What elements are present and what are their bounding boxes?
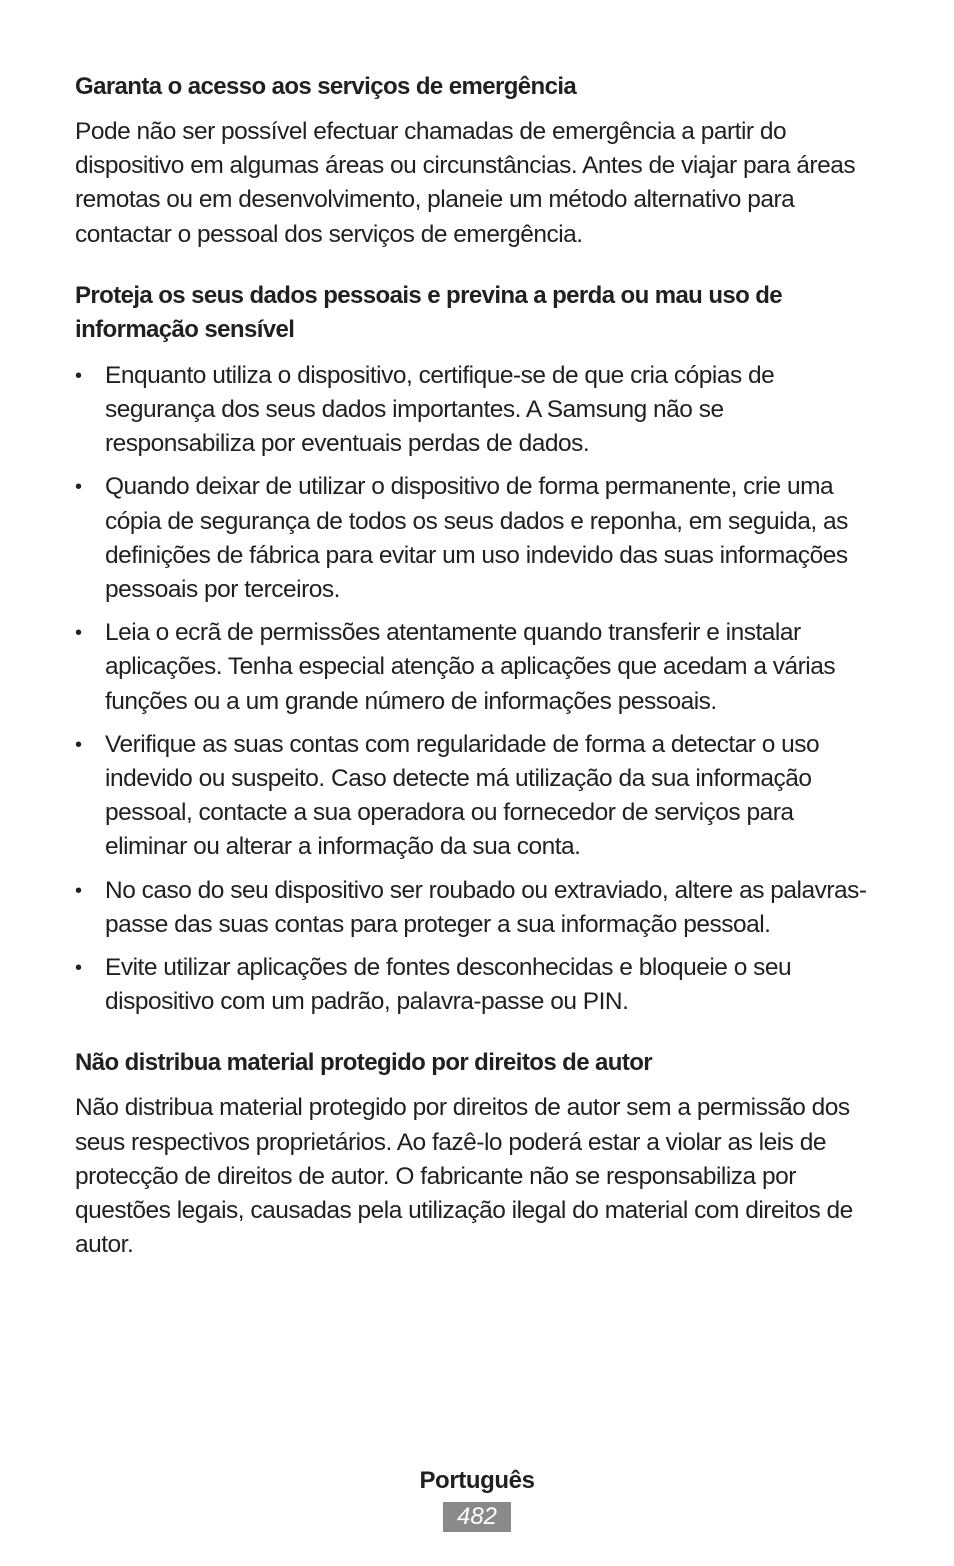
section-personal-data (75, 279, 875, 1020)
list-item-text: Enquanto utiliza o dispositivo, certifique-se de que cria cópias de segurança dos seus dados importantes. A Samsung não se responsabiliza por eventuais perdas de dados. (105, 361, 775, 458)
list-item-text: Evite utilizar aplicações de fontes desconhecidas e bloqueie o seu dispositivo com um padrão, palavra-passe ou PIN. (105, 954, 792, 1016)
section-body: Pode não ser possível efectuar chamadas de emergência a partir do dispositivo em algumas áreas ou circunstâncias. Antes de viajar para áreas remotas ou em desenvolvimento, planeie um método alternativo para contactar o pessoal dos serviços de emergência. (75, 118, 856, 248)
bullet-icon: • (75, 622, 82, 645)
bullet-icon: • (75, 476, 82, 499)
list-item (75, 951, 875, 1019)
section-heading: Garanta o acesso aos serviços de emergência (75, 73, 577, 100)
page-footer (0, 1464, 954, 1532)
list-item-text: Verifique as suas contas com regularidade de forma a detectar o uso indevido ou suspeito. Caso detecte má utilização da sua informação pessoal, contacte a sua operadora ou fornecedor de serviços para eliminar ou alterar a informação da sua conta. (105, 730, 820, 861)
list-item (75, 616, 875, 719)
list-item (75, 874, 875, 942)
bullet-icon: • (75, 957, 82, 980)
section-copyright (75, 1046, 875, 1262)
bullet-list (75, 359, 875, 1020)
section-emergency-services (75, 70, 875, 252)
list-item-text: No caso do seu dispositivo ser roubado ou extraviado, altere as palavras-passe das suas contas para proteger a sua informação pessoal. (105, 876, 867, 938)
list-item-text: Quando deixar de utilizar o dispositivo de forma permanente, crie uma cópia de segurança de todos os seus dados e reponha, em seguida, as definições de fábrica para evitar um uso indevido das suas informações pessoais por terceiros. (105, 473, 848, 604)
page-number-badge: 482 (443, 1502, 511, 1532)
list-item-text: Leia o ecrã de permissões atentamente quando transferir e instalar aplicações. Tenha especial atenção a aplicações que acedam a várias funções ou a um grande número de informações pessoais. (105, 619, 836, 715)
section-heading: Proteja os seus dados pessoais e previna a perda ou mau uso de informação sensível (75, 281, 783, 343)
bullet-icon: • (75, 733, 82, 756)
list-item (75, 470, 875, 607)
footer-language: Português (419, 1467, 535, 1494)
bullet-icon: • (75, 879, 82, 902)
bullet-icon: • (75, 364, 82, 387)
document-page (75, 70, 875, 1262)
list-item (75, 728, 875, 865)
section-body: Não distribua material protegido por direitos de autor sem a permissão dos seus respectivos proprietários. Ao fazê-lo poderá estar a violar as leis de protecção de direitos de autor. O fabricante não se responsabiliza por questões legais, causadas pela utilização ilegal do material com direitos de autor. (75, 1094, 853, 1259)
list-item (75, 359, 875, 462)
section-heading: Não distribua material protegido por direitos de autor (75, 1049, 653, 1077)
